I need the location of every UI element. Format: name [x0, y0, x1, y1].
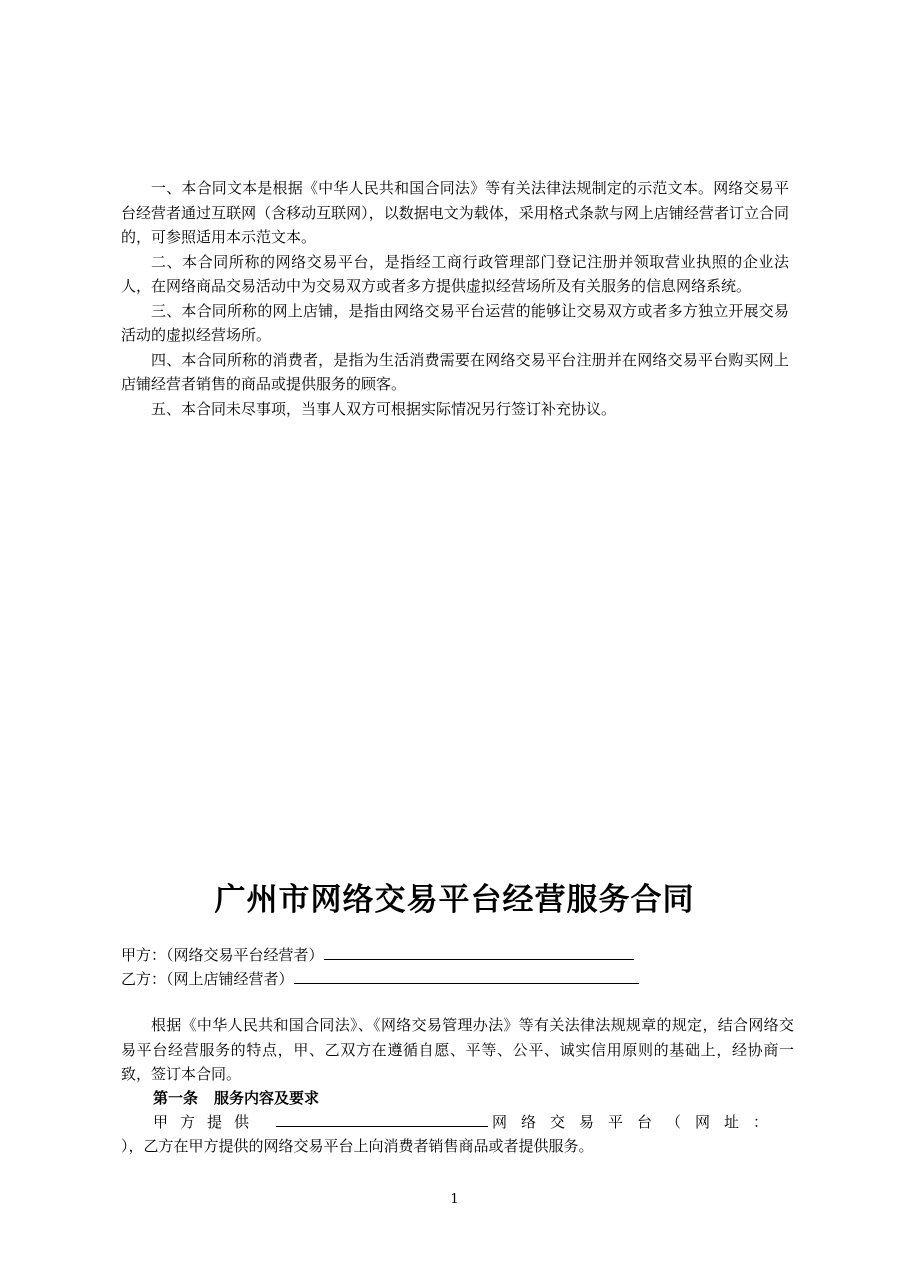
page-number: 1 [450, 1192, 459, 1207]
party-a-label: 甲方：（网络交易平台经营者） [121, 946, 324, 964]
party-b-blank[interactable] [294, 969, 639, 984]
note-item: 五、本合同未尽事项，当事人双方可根据实际情况另行签订补充协议。 [151, 399, 617, 418]
note-item: 一、本合同文本是根据《中华人民共和国合同法》等有关法律法规制定的示范文本。网络交易平台经营者通过互联网（含移动互联网），以数据电文为载体，采用格式条款与网上店铺经营者订立合同的，可参照适用本示范文本。 [121, 179, 789, 246]
party-a-blank[interactable] [324, 945, 634, 960]
platform-name-blank[interactable] [276, 1112, 488, 1127]
article-title: 服务内容及要求 [214, 1089, 320, 1107]
article-number: 第一条 [153, 1089, 199, 1107]
service-clause-prefix [153, 1110, 273, 1134]
note-item: 四、本合同所称的消费者，是指为生活消费需要在网络交易平台注册并在网络交易平台购买网上店铺经营者销售的商品或提供服务的顾客。 [121, 350, 789, 393]
preamble-text: 根据《中华人民共和国合同法》、《网络交易管理办法》等有关法律法规规章的规定，结合网络交易平台经营服务的特点，甲、乙双方在遵循自愿、平等、公平、诚实信用原则的基础上，经协商一致，签订本合同。 [121, 1016, 794, 1083]
party-b-label: 乙方：（网上店铺经营者） [121, 970, 294, 988]
article-1-heading [153, 1086, 319, 1110]
service-clause-line-2: ），乙方在甲方提供的网络交易平台上向消费者销售商品或者提供服务。 [121, 1137, 594, 1155]
preamble-section [121, 1013, 794, 1087]
contract-title: 广州市网络交易平台经营服务合同 [214, 882, 695, 918]
note-item: 三、本合同所称的网上店铺，是指由网络交易平台运营的能够让交易双方或者多方独立开展交易活动的虚拟经营场所。 [121, 301, 789, 344]
service-clause-suffix: 网络交易平台（网址： [491, 1113, 782, 1131]
service-clause-line-1 [153, 1110, 782, 1134]
service-clause-prefix-text: 甲方提供 [153, 1113, 262, 1131]
party-a-line [121, 943, 634, 967]
note-item: 二、本合同所称的网络交易平台，是指经工商行政管理部门登记注册并领取营业执照的企业法人，在网络商品交易活动中为交易双方或者多方提供虚拟经营场所及有关服务的信息网络系统。 [121, 252, 789, 295]
instructions-notes [121, 176, 789, 421]
party-b-line [121, 967, 639, 991]
